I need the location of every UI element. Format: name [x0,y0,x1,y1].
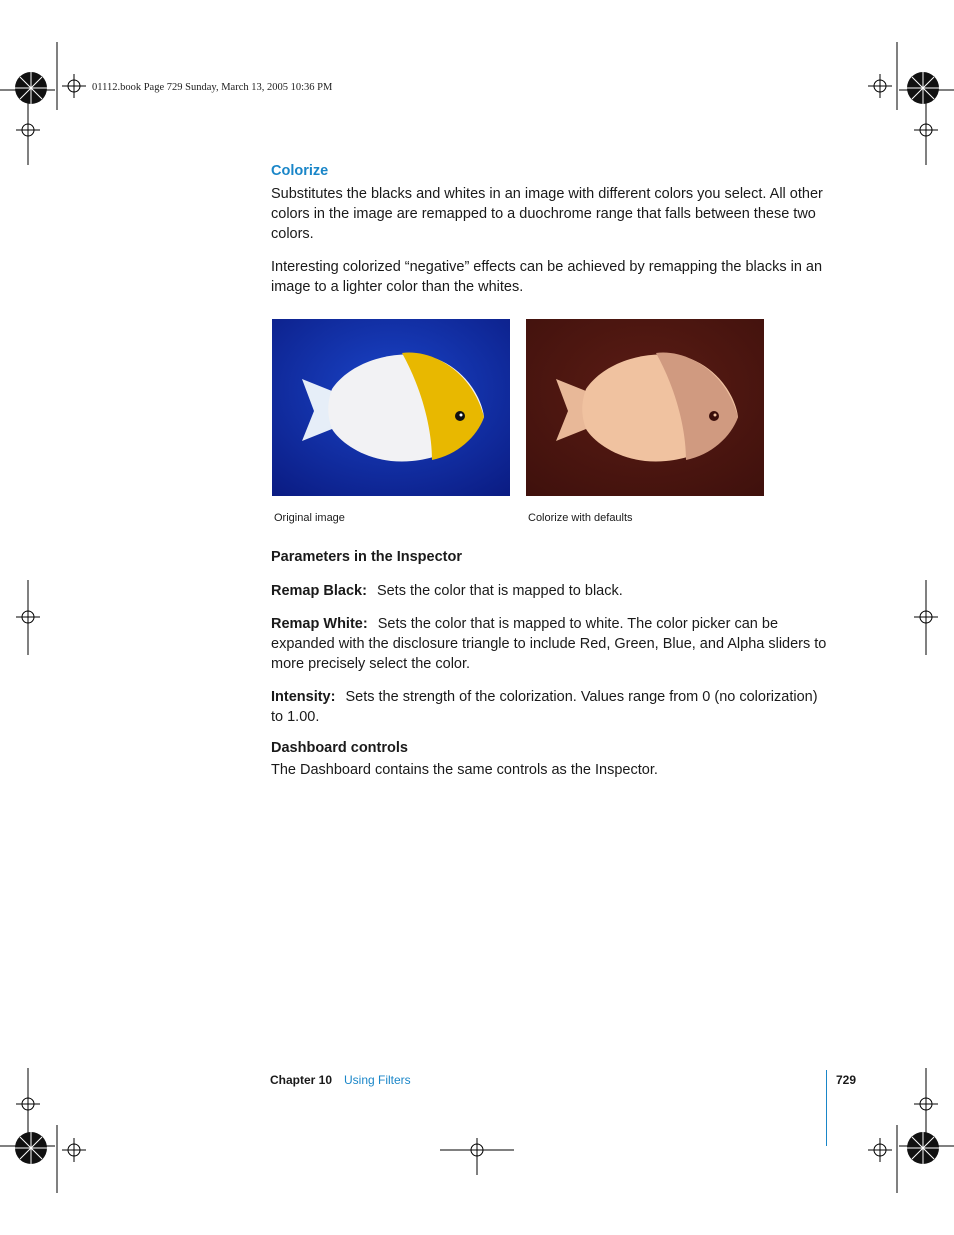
footer-chapter-title: Using Filters [344,1073,411,1087]
footer-chapter: Chapter 10 [270,1073,333,1087]
param-intensity [271,687,831,727]
figure-caption-colorized: Colorize with defaults [528,512,633,524]
inspector-heading: Parameters in the Inspector [271,549,462,565]
colorized-image [526,319,764,496]
param-text: Sets the color that is mapped to black. [376,583,623,599]
param-text: Sets the color that is mapped to white. The color picker can be expanded with the disclosure triangle to include Red, Green, Blue, and Alpha sliders to more precisely select the color. [271,616,827,672]
param-remap-white [271,614,831,674]
param-term: Remap Black: [271,583,367,599]
figure-caption-original: Original image [274,512,345,524]
param-remap-black [271,581,831,601]
dashboard-heading: Dashboard controls [271,740,408,756]
page-number: 729 [836,1073,857,1087]
original-image [272,319,510,496]
param-text: Sets the strength of the colorization. Values range from 0 (no colorization) to 1.00. [271,689,818,725]
section-description: Substitutes the blacks and whites in an image with different colors you select. All other colors in the image are remapped to a duochrome range that falls between these two colors. [271,186,823,242]
footer-divider [826,1070,827,1146]
param-term: Remap White: [271,616,368,632]
dashboard-text: The Dashboard contains the same controls as the Inspector. [271,762,658,778]
print-slug-line: 01112.book Page 729 Sunday, March 13, 2005 10:36 PM [92,82,333,93]
section-title: Colorize [271,163,329,179]
param-term: Intensity: [271,689,336,705]
section-note: Interesting colorized “negative” effects can be achieved by remapping the blacks in an image to a lighter color than the whites. [271,259,823,295]
